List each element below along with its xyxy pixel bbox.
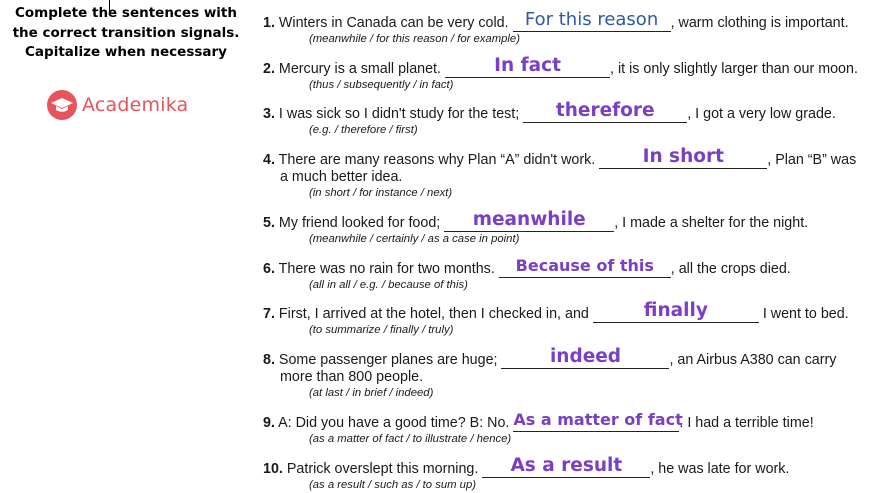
item-number: 3. — [263, 106, 275, 122]
sentence-start: There are many reasons why Plan “A” didn't work. — [278, 152, 596, 168]
answer-text: In short — [642, 146, 724, 167]
sentence-end: . I had a terrible time! — [679, 415, 814, 431]
sentence-start: First, I arrived at the hotel, then I checked in, and — [278, 306, 589, 322]
sentence-end: , warm clothing is important. — [670, 15, 849, 31]
item-number: 8. — [263, 352, 275, 368]
choices-hint: (meanwhile / certainly / as a case in point) — [309, 233, 520, 245]
answer-blank[interactable] — [593, 300, 759, 323]
sentence-start: Patrick overslept this morning. — [286, 461, 479, 477]
sentence-end: , all the crops died. — [670, 261, 791, 277]
choices-hint: (e.g. / therefore / first) — [309, 124, 418, 136]
answer-text: indeed — [549, 346, 622, 367]
exercise-item-10 — [263, 455, 893, 492]
choices-hint: (thus / subsequently / in fact) — [309, 79, 454, 91]
sentence-start: Mercury is a small planet. — [278, 61, 442, 77]
choices-hint: (all in all / e.g. / because of this) — [309, 279, 468, 291]
sentence-start: There was no rain for two months. — [278, 261, 495, 277]
answer-blank[interactable] — [513, 410, 683, 432]
sentence-end: , it is only slightly larger than our moon. — [610, 61, 858, 77]
sentence-start: Some passenger planes are huge; — [278, 352, 498, 368]
item-number: 9. — [263, 415, 275, 431]
answer-text: finally — [643, 300, 708, 321]
sentence-end: , he was late for work. — [650, 461, 790, 477]
answer-blank[interactable] — [501, 346, 669, 369]
exercise-item-2 — [263, 55, 893, 92]
choices-hint: (at last / in brief / indeed) — [309, 387, 434, 399]
choices-hint: (as a matter of fact / to illustrate / hence) — [309, 433, 512, 445]
item-number: 4. — [263, 152, 275, 168]
choices-hint: (to summarize / finally / truly) — [309, 324, 454, 336]
answer-blank[interactable] — [482, 455, 650, 478]
answer-text: therefore — [555, 100, 655, 121]
sentence-start: A: Did you have a good time? B: No. — [278, 415, 510, 431]
academika-logo — [46, 89, 188, 121]
exercise-item-5 — [263, 209, 893, 246]
choices-hint: (as a result / such as / to sum up) — [309, 479, 477, 491]
item-number: 2. — [263, 61, 275, 77]
exercise-item-3 — [263, 100, 893, 137]
answer-text: As a result — [510, 455, 623, 476]
exercise-item-1 — [263, 9, 893, 46]
answer-text: For this reason — [524, 9, 659, 30]
item-number: 1. — [263, 15, 275, 31]
sentence-end: , an Airbus A380 can carry — [669, 352, 837, 368]
answer-blank[interactable] — [523, 100, 687, 123]
instructions-line-1: Complete the sentences with — [14, 5, 237, 21]
exercise-item-8 — [263, 346, 893, 400]
item-number: 6. — [263, 261, 275, 277]
choices-hint: (in short / for instance / next) — [309, 187, 453, 199]
sentence-continuation: more than 800 people. — [280, 369, 424, 385]
answer-text: As a matter of fact — [513, 410, 683, 429]
sentence-start: I was sick so I didn't study for the test; — [278, 106, 520, 122]
sentence-end: , I made a shelter for the night. — [614, 215, 809, 231]
item-number: 10. — [263, 461, 283, 477]
instructions — [8, 4, 244, 63]
sentence-start: Winters in Canada can be very cold. — [278, 15, 509, 31]
sentence-continuation: a much better idea. — [280, 169, 403, 185]
answer-text: In fact — [494, 55, 561, 76]
instructions-line-3: Capitalize when necessary — [25, 44, 227, 60]
answer-blank[interactable] — [499, 256, 671, 278]
item-number: 5. — [263, 215, 275, 231]
item-number: 7. — [263, 306, 275, 322]
logo-text: Academika — [82, 94, 189, 116]
answer-blank[interactable] — [513, 9, 671, 32]
exercise-item-7 — [263, 300, 893, 337]
answer-text: Because of this — [515, 256, 654, 275]
sentence-start: My friend looked for food; — [278, 215, 441, 231]
answer-blank[interactable] — [444, 209, 614, 232]
graduation-cap-icon — [46, 89, 78, 121]
exercise-item-6 — [263, 256, 893, 292]
sentence-end: , I got a very low grade. — [687, 106, 836, 122]
sentence-end: I went to bed. — [758, 306, 849, 322]
answer-blank[interactable] — [599, 146, 767, 169]
exercise-item-9 — [263, 410, 893, 446]
choices-hint: (meanwhile / for this reason / for example) — [309, 33, 520, 45]
answer-blank[interactable] — [445, 55, 610, 78]
answer-text: meanwhile — [472, 209, 586, 230]
instructions-line-2: the correct transition signals. — [12, 24, 240, 41]
exercise-item-4 — [263, 146, 893, 200]
sentence-end: , Plan “B” was — [767, 152, 857, 168]
